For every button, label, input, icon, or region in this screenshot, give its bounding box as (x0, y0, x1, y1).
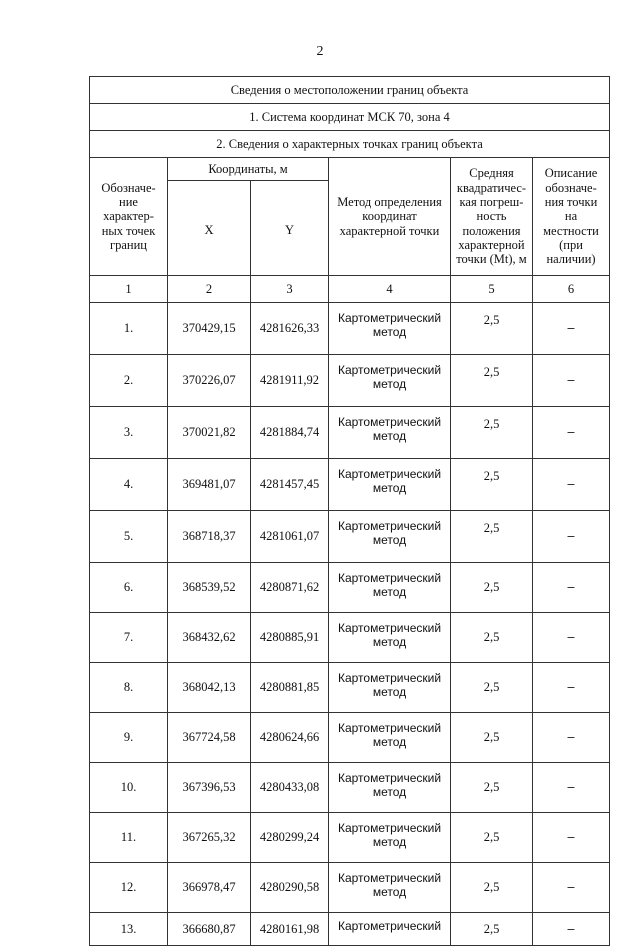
point-number: 2. (90, 355, 168, 407)
point-number: 8. (90, 663, 168, 713)
coordinate-system: 1. Система координат МСК 70, зона 4 (90, 104, 610, 131)
coord-y: 4280290,58 (251, 863, 329, 913)
mt-value: 2,5 (451, 763, 533, 813)
point-number: 9. (90, 713, 168, 763)
point-number: 6. (90, 563, 168, 613)
coord-x: 367396,53 (168, 763, 251, 813)
description: – (533, 613, 610, 663)
coord-y: 4281457,45 (251, 459, 329, 511)
coord-y: 4281061,07 (251, 511, 329, 563)
description: – (533, 663, 610, 713)
mt-value: 2,5 (451, 511, 533, 563)
mt-value: 2,5 (451, 613, 533, 663)
boundary-points-table (89, 76, 610, 946)
method: Картометрический метод (329, 813, 451, 863)
mt-value: 2,5 (451, 459, 533, 511)
table-row (90, 303, 610, 355)
point-number: 5. (90, 511, 168, 563)
header-x: X (168, 181, 251, 276)
point-number: 12. (90, 863, 168, 913)
point-number: 1. (90, 303, 168, 355)
description: – (533, 913, 610, 946)
mt-value: 2,5 (451, 913, 533, 946)
mt-value: 2,5 (451, 407, 533, 459)
method: Картометрический метод (329, 511, 451, 563)
coord-x: 368432,62 (168, 613, 251, 663)
table-row (90, 713, 610, 763)
description: – (533, 407, 610, 459)
coord-x: 368042,13 (168, 663, 251, 713)
header-y: Y (251, 181, 329, 276)
coord-y: 4281626,33 (251, 303, 329, 355)
mt-value: 2,5 (451, 355, 533, 407)
column-number: 6 (533, 276, 610, 303)
table-row (90, 863, 610, 913)
table-row (90, 355, 610, 407)
coord-x: 370226,07 (168, 355, 251, 407)
header-mt: Средняя квадратичес- кая погреш- ность положения характерной точки (Mt), м (451, 158, 533, 276)
method: Картометрический метод (329, 563, 451, 613)
mt-value: 2,5 (451, 563, 533, 613)
column-number: 5 (451, 276, 533, 303)
coord-x: 367265,32 (168, 813, 251, 863)
table-row (90, 763, 610, 813)
point-number: 3. (90, 407, 168, 459)
method: Картометрический метод (329, 863, 451, 913)
table-row (90, 407, 610, 459)
description: – (533, 303, 610, 355)
method: Картометрический метод (329, 663, 451, 713)
coord-y: 4280624,66 (251, 713, 329, 763)
point-number: 13. (90, 913, 168, 946)
table-row (90, 613, 610, 663)
description: – (533, 563, 610, 613)
description: – (533, 459, 610, 511)
coord-x: 367724,58 (168, 713, 251, 763)
point-number: 10. (90, 763, 168, 813)
coord-y: 4280161,98 (251, 913, 329, 946)
mt-value: 2,5 (451, 813, 533, 863)
header-method: Метод определения координат характерной точки (329, 158, 451, 276)
description: – (533, 813, 610, 863)
method: Картометрический метод (329, 763, 451, 813)
coord-x: 370021,82 (168, 407, 251, 459)
point-number: 4. (90, 459, 168, 511)
mt-value: 2,5 (451, 863, 533, 913)
coord-x: 370429,15 (168, 303, 251, 355)
table-title: Сведения о местоположении границ объекта (90, 77, 610, 104)
column-number: 1 (90, 276, 168, 303)
column-number: 4 (329, 276, 451, 303)
mt-value: 2,5 (451, 303, 533, 355)
page-number: 2 (316, 44, 324, 59)
coord-y: 4280299,24 (251, 813, 329, 863)
column-number: 2 (168, 276, 251, 303)
coord-y: 4280881,85 (251, 663, 329, 713)
coord-x: 366680,87 (168, 913, 251, 946)
description: – (533, 511, 610, 563)
coord-x: 366978,47 (168, 863, 251, 913)
coord-y: 4280871,62 (251, 563, 329, 613)
coord-x: 369481,07 (168, 459, 251, 511)
description: – (533, 713, 610, 763)
coord-y: 4280433,08 (251, 763, 329, 813)
method: Картометрический метод (329, 355, 451, 407)
coord-x: 368539,52 (168, 563, 251, 613)
method: Картометрический метод (329, 713, 451, 763)
header-description: Описание обозначе- ния точки на местности (при наличии) (533, 158, 610, 276)
method: Картометрический (329, 913, 451, 946)
description: – (533, 763, 610, 813)
coord-y: 4281911,92 (251, 355, 329, 407)
point-number: 11. (90, 813, 168, 863)
method: Картометрический метод (329, 303, 451, 355)
description: – (533, 355, 610, 407)
header-coordinates: Координаты, м (168, 158, 329, 181)
table-row (90, 913, 610, 946)
point-number: 7. (90, 613, 168, 663)
table-row (90, 459, 610, 511)
section-title: 2. Сведения о характерных точках границ объекта (90, 131, 610, 158)
method: Картометрический метод (329, 407, 451, 459)
mt-value: 2,5 (451, 713, 533, 763)
table-row (90, 563, 610, 613)
column-number: 3 (251, 276, 329, 303)
coord-y: 4280885,91 (251, 613, 329, 663)
coord-y: 4281884,74 (251, 407, 329, 459)
method: Картометрический метод (329, 613, 451, 663)
method: Картометрический метод (329, 459, 451, 511)
table-row (90, 511, 610, 563)
description: – (533, 863, 610, 913)
header-point-label: Обозначе- ние характер- ных точек границ (90, 158, 168, 276)
coord-x: 368718,37 (168, 511, 251, 563)
table-row (90, 663, 610, 713)
table-row (90, 813, 610, 863)
mt-value: 2,5 (451, 663, 533, 713)
